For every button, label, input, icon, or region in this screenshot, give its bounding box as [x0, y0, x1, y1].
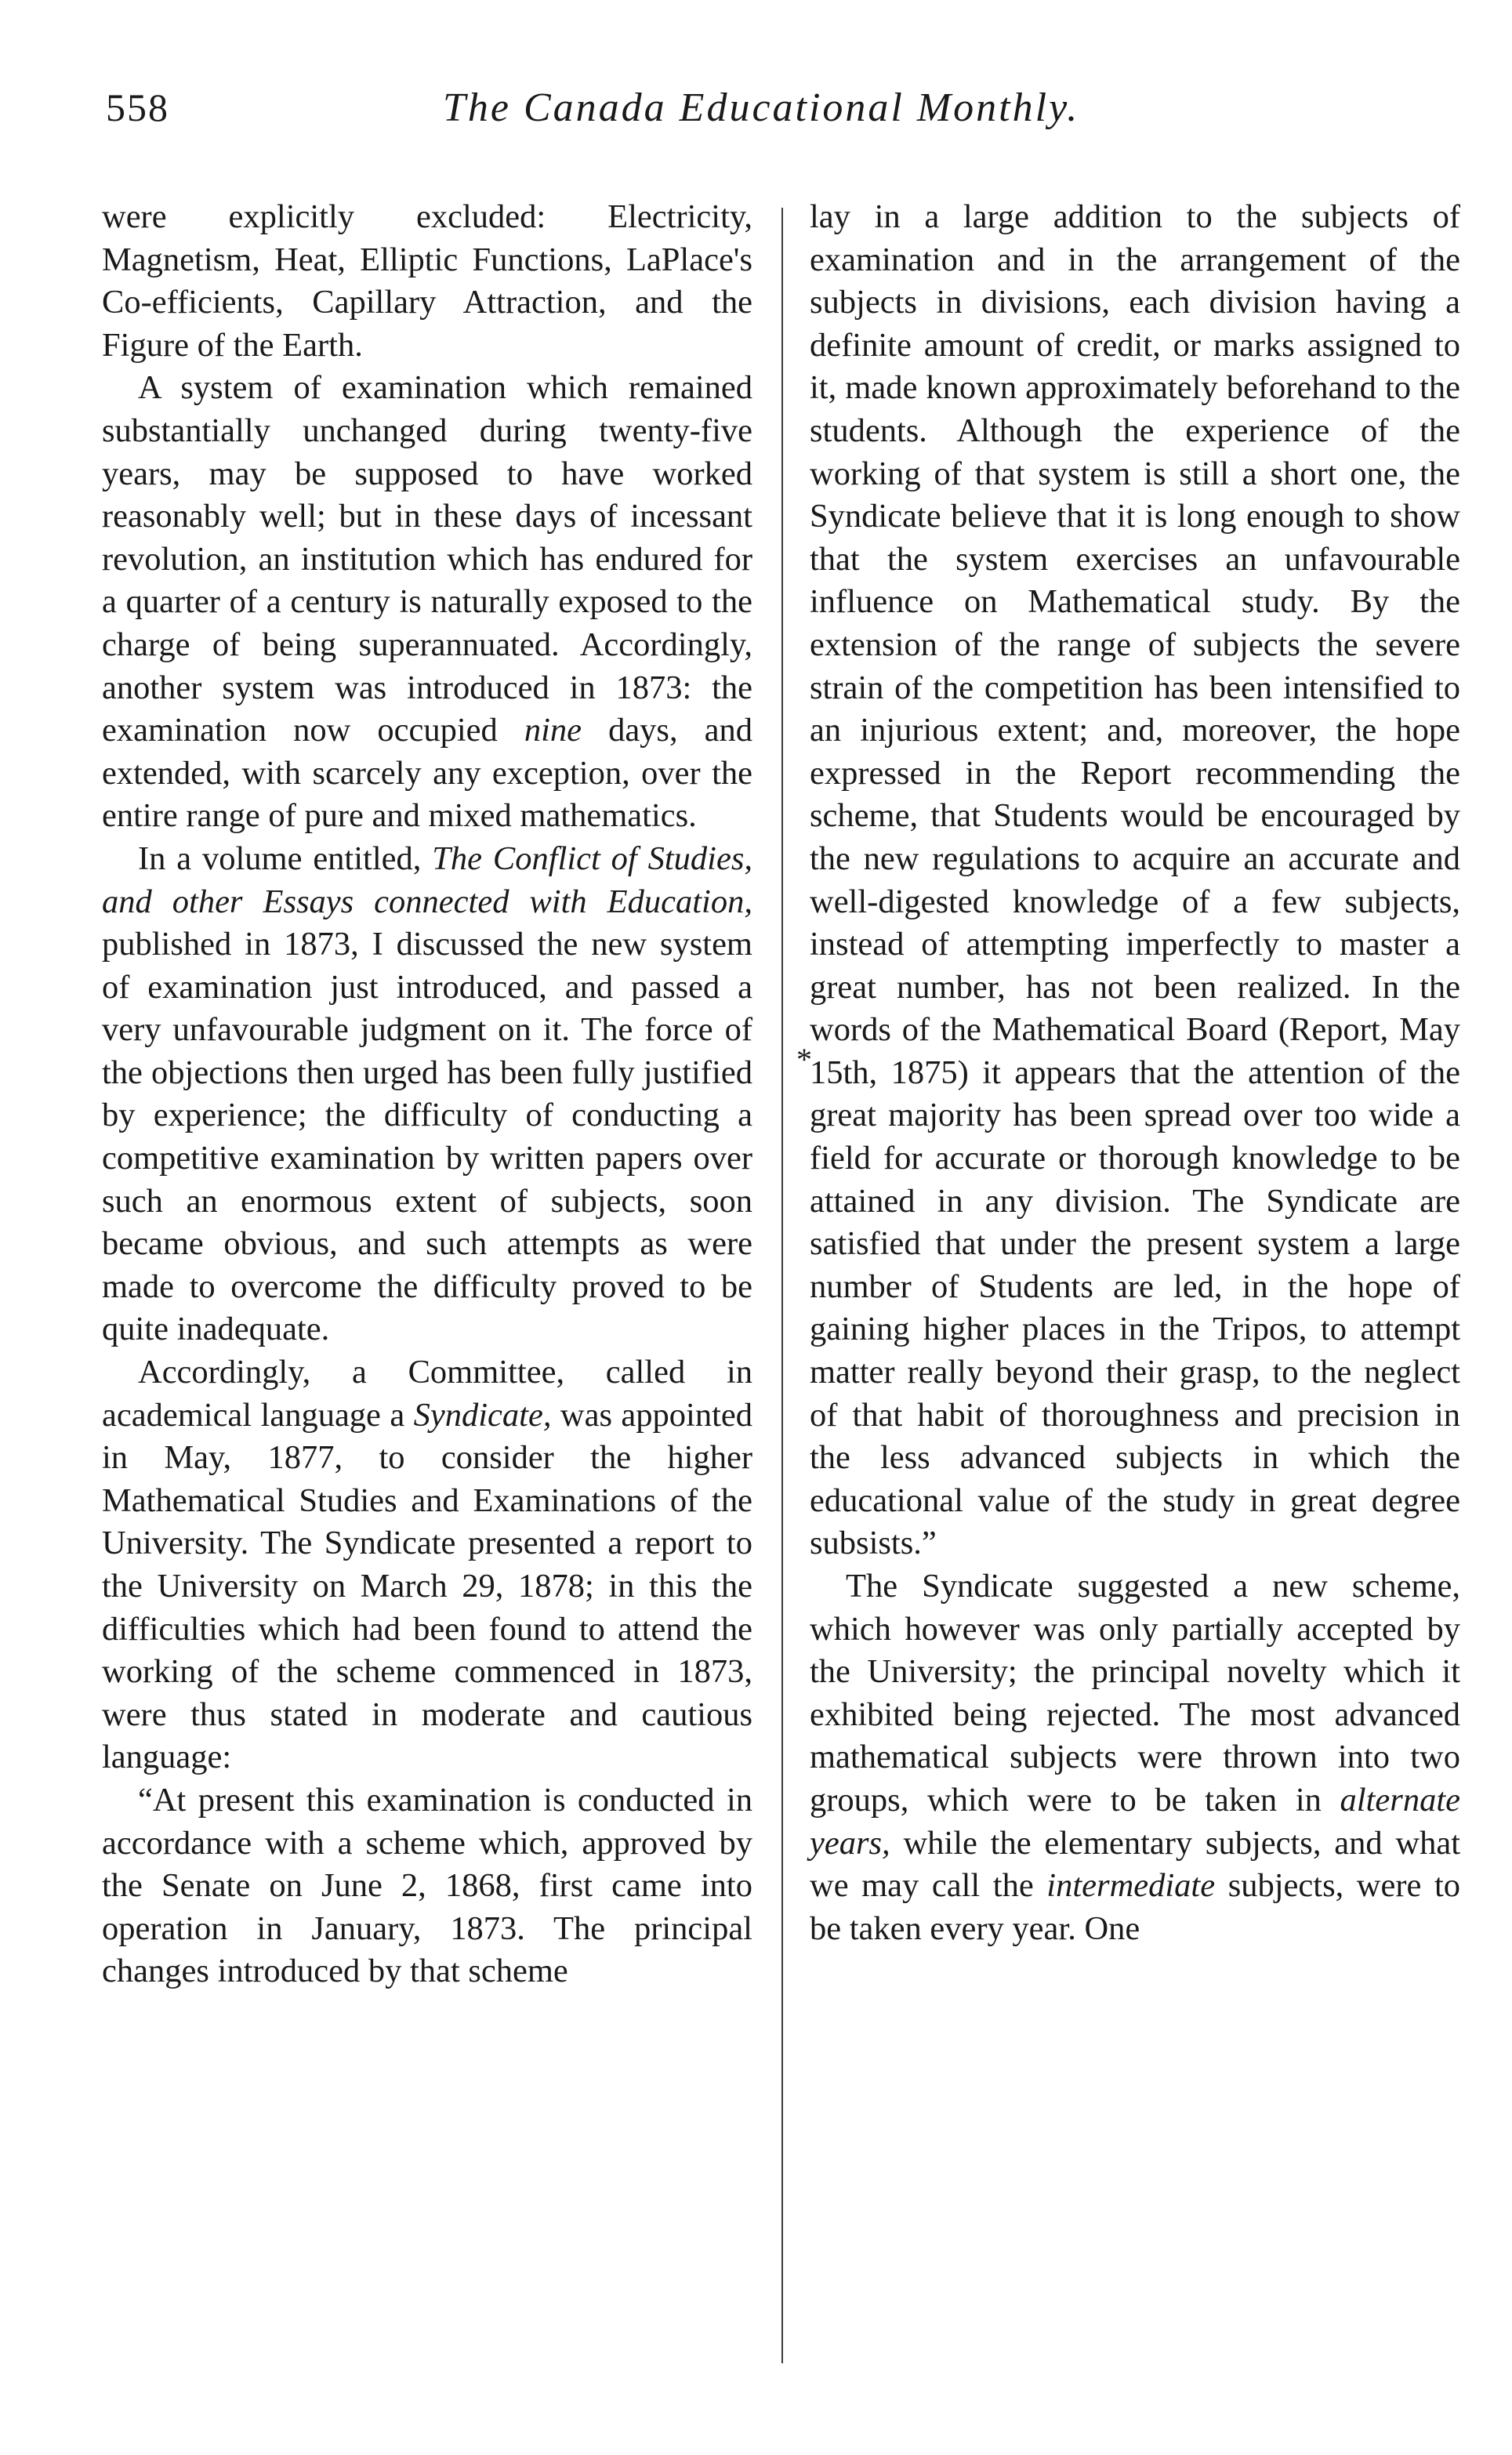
left-paragraph-4-text-a: Accordingly, a Committee, called in academical language a	[102, 1354, 752, 1434]
left-paragraph-5-quote: “At present this examination is conducted in accordance with a scheme which, approved by the Senate on June 2, 1868, first came into operation in January, 1873. The principal changes introduced by that scheme	[102, 1781, 752, 1990]
right-paragraph-2-text-b: while the elementary subjects, and what we may call the	[810, 1824, 1460, 1905]
left-column	[102, 196, 752, 1993]
book-title-italic: The Conflict of Studies, and other Essays connected with Education,	[102, 839, 752, 920]
syndicate-italic: Syndicate,	[413, 1396, 552, 1434]
right-paragraph-2-text-c: subjects, were to be taken every year. One	[810, 1867, 1461, 1947]
left-paragraph-2-tail: days, and extended, with scarcely any exception, over the entire range of pure and mixed mathematics.	[102, 712, 753, 835]
left-paragraph-3	[102, 838, 752, 1351]
left-paragraph-3-text-a: In a volume entitled,	[138, 839, 422, 877]
page-header	[106, 85, 1454, 147]
running-title: The Canada Educational Monthly.	[443, 85, 1080, 130]
margin-asterisk: *	[796, 1042, 812, 1077]
column-divider	[781, 208, 783, 2363]
alternate-years-italic: alternate years,	[810, 1781, 1460, 1862]
left-paragraph-4	[102, 1351, 752, 1779]
left-paragraph-2-text: A system of examination which remained substantially unchanged during twenty-five years, may be supposed to have worked reasonably well; but in these days of incessant revolution, an institution which has endured for a quarter of a century is naturally exposed to the charge of being superannuated. Accordingly, another system was introduced in 1873: the examination now occupied	[102, 369, 752, 749]
left-paragraph-3-text-b: published in 1873, I discussed the new system of examination just introduced, and passed a very unfavourable judgment on it. The force of the objections then urged has been fully justified by experience; the difficulty of conducting a competitive examination by written papers over such an enormous extent of subjects, soon became obvious, and such attempts as were made to overcome the difficulty proved to be quite inadequate.	[102, 926, 752, 1348]
left-paragraph-2	[102, 367, 752, 838]
right-paragraph-2-text-a: The Syndicate suggested a new scheme, which however was only partially accepted by the University; the principal novelty which it exhibited being rejected. The most advanced mathematical subjects were thrown into two groups, which were to be taken in	[810, 1568, 1460, 1819]
intermediate-italic: intermediate	[1046, 1867, 1216, 1905]
left-paragraph-4-text-b: was appointed in May, 1877, to consider the higher Mathematical Studies and Examinations of the University. The Syndicate presented a report to the University on March 29, 1878; in this the difficulties which had been found to attend the working of the scheme commenced in 1873, were thus stated in moderate and cautious language:	[102, 1396, 752, 1776]
right-column	[810, 196, 1460, 1950]
page-number: 558	[106, 85, 169, 129]
right-paragraph-2	[810, 1565, 1460, 1950]
left-paragraph-2-italic: nine	[524, 712, 582, 749]
left-paragraph-1: were explicitly excluded: Electricity, Magnetism, Heat, Elliptic Functions, LaPlace's Co-efficients, Capillary Attraction, and the Figure of the Earth.	[102, 198, 752, 364]
right-paragraph-1-quote: lay in a large addition to the subjects of examination and in the arrangement of the subjects in divisions, each division having a definite amount of credit, or marks assigned to it, made known approximately beforehand to the students. Although the experience of the working of that system is still a short one, the Syndicate believe that it is long enough to show that the system exercises an unfavourable influence on Mathematical study. By the extension of the range of subjects the severe strain of the competition has been intensified to an injurious extent; and, moreover, the hope expressed in the Report recommending the scheme, that Students would be encouraged by the new regulations to acquire an accurate and well-digested knowledge of a few subjects, instead of attempting imperfectly to master a great number, has not been realized. In the words of the Mathematical Board (Report, May 15th, 1875) it appears that the attention of the great majority has been spread over too wide a field for accurate or thorough knowledge to be attained in any division. The Syndicate are satisfied that under the present system a large number of Students are led, in the hope of gaining higher places in the Tripos, to attempt matter really beyond their grasp, to the neglect of that habit of thoroughness and precision in the less advanced subjects in which the educational value of the study in great degree subsists.”	[810, 198, 1460, 1562]
